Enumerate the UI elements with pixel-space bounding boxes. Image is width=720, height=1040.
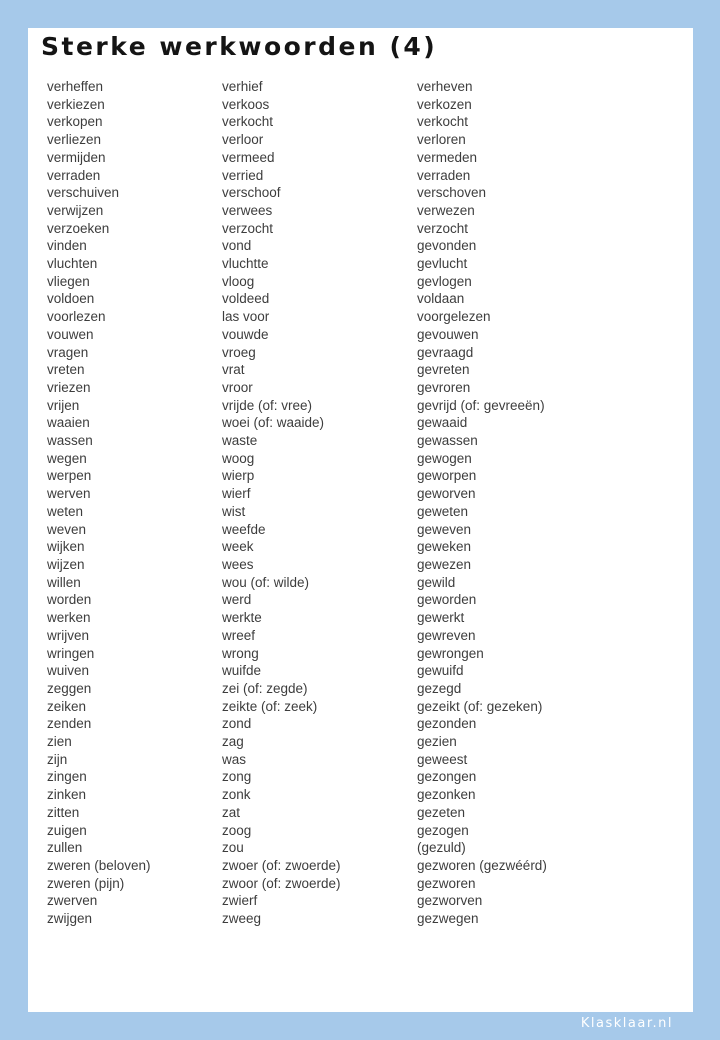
table-row [47,397,687,415]
verb-past-tense: verwees [222,202,273,218]
verb-past-participle: geworden [417,592,477,608]
verb-past-tense: zou [222,840,244,856]
verb-past-tense: wierp [222,468,255,484]
verb-infinitive: zweren (pijn) [47,875,125,891]
verb-past-tense: zong [222,769,252,785]
verb-infinitive: zitten [47,804,80,820]
verb-past-tense: verkoos [222,96,270,112]
verb-infinitive: verliezen [47,132,102,148]
verb-infinitive: voldoen [47,291,95,307]
verb-infinitive: wegen [47,450,87,466]
verb-infinitive: zwijgen [47,911,93,927]
table-row [47,255,687,273]
table-row [47,857,687,875]
verb-infinitive: verkiezen [47,96,105,112]
verb-past-participle: gezwegen [417,911,479,927]
verb-past-tense: verhief [222,79,263,94]
verb-past-tense: zwoer (of: zwoerde) [222,857,341,873]
verb-past-participle: voorgelezen [417,309,491,325]
table-row [47,680,687,698]
verb-past-tense: vloog [222,273,255,289]
verb-infinitive: vluchten [47,256,98,272]
verb-past-tense: wou (of: wilde) [222,574,310,590]
verb-past-tense: verzocht [222,220,274,236]
verb-infinitive: zijn [47,751,68,767]
verb-infinitive: zweren (beloven) [47,857,151,873]
verb-infinitive: willen [47,574,81,590]
verb-past-participle: gezworen [417,875,476,891]
table-row [47,822,687,840]
table-row [47,467,687,485]
table-row [47,786,687,804]
verb-past-participle: gevrijd (of: gevreeën) [417,397,545,413]
table-row [47,290,687,308]
verb-infinitive: wijzen [47,556,85,572]
table-row [47,609,687,627]
verb-past-participle: gezogen [417,822,469,838]
verb-infinitive: verzoeken [47,220,110,236]
verb-past-participle: gezworven [417,893,483,909]
verb-infinitive: verheffen [47,79,104,94]
verb-past-participle: verkozen [417,96,472,112]
table-row [47,149,687,167]
verb-past-participle: gewuifd [417,663,464,679]
verb-past-tense: werkte [222,610,262,626]
table-row [47,344,687,362]
verb-past-tense: zwierf [222,893,258,909]
table-row [47,627,687,645]
verb-past-participle: gewassen [417,433,478,449]
verb-infinitive: wringen [47,645,95,661]
verb-past-participle: verheven [417,79,473,94]
table-row [47,892,687,910]
verb-infinitive: worden [47,592,92,608]
verb-past-tense: weefde [222,521,266,537]
verb-past-participle: gewerkt [417,610,465,626]
verb-infinitive: vrijen [47,397,80,413]
table-row [47,184,687,202]
verb-past-tense: zwoor (of: zwoerde) [222,875,341,891]
table-row [47,220,687,238]
page-title: Sterke werkwoorden (4) [41,32,438,61]
table-row [47,556,687,574]
table-row [47,503,687,521]
verb-past-tense: zonk [222,787,251,803]
verb-past-tense: verried [222,167,264,183]
verb-past-participle: verwezen [417,202,475,218]
verb-infinitive: vermijden [47,149,106,165]
verb-past-tense: vroor [222,379,253,395]
verb-past-participle: gewezen [417,556,472,572]
verb-past-tense: zag [222,734,244,750]
verb-infinitive: vragen [47,344,89,360]
verb-infinitive: waaien [47,415,90,431]
verb-infinitive: werpen [47,468,92,484]
verb-past-tense: zat [222,804,241,820]
verb-past-participle: gezeikt (of: gezeken) [417,698,543,714]
table-row [47,78,687,96]
verb-past-participle: verzocht [417,220,469,236]
verb-infinitive: wijken [47,539,85,555]
verb-past-participle: geweven [417,521,472,537]
verb-past-tense: woei (of: waaide) [222,415,325,431]
table-row [47,131,687,149]
verb-past-participle: (gezuld) [417,840,466,856]
table-row [47,308,687,326]
table-row [47,237,687,255]
verb-past-tense: zond [222,716,252,732]
verb-past-tense: zoog [222,822,252,838]
verb-past-tense: wierf [222,486,251,502]
verb-infinitive: vliegen [47,273,90,289]
verb-past-tense: wreef [222,627,256,643]
verb-past-participle: gezworen (gezwéérd) [417,857,547,873]
table-row [47,751,687,769]
table-row [47,432,687,450]
table-row [47,273,687,291]
table-row [47,645,687,663]
verb-infinitive: wrijven [47,627,90,643]
table-row [47,574,687,592]
verb-past-tense: vrijde (of: vree) [222,397,313,413]
table-row [47,96,687,114]
table-row [47,715,687,733]
verb-infinitive: zullen [47,840,83,856]
verb-infinitive: verraden [47,167,101,183]
verb-past-tense: wrong [222,645,259,661]
table-row [47,591,687,609]
verb-infinitive: zenden [47,716,92,732]
verb-past-participle: gevonden [417,238,477,254]
verb-infinitive: zeggen [47,680,92,696]
verb-past-participle: gewrongen [417,645,484,661]
verb-past-participle: gevouwen [417,326,479,342]
verb-past-participle: geweten [417,503,469,519]
table-row [47,768,687,786]
verb-infinitive: vouwen [47,326,94,342]
verb-table [47,78,687,928]
verb-past-participle: gezonken [417,787,476,803]
verb-past-participle: geweest [417,751,468,767]
verb-past-participle: gewreven [417,627,476,643]
verb-past-tense: vluchtte [222,256,269,272]
table-row [47,538,687,556]
verb-past-tense: zeikte (of: zeek) [222,698,318,714]
verb-past-tense: verkocht [222,114,274,130]
verb-past-tense: woog [222,450,255,466]
verb-infinitive: werven [47,486,91,502]
table-row [47,875,687,893]
verb-infinitive: werken [47,610,91,626]
table-row [47,662,687,680]
verb-past-tense: vermeed [222,149,275,165]
verb-past-tense: vouwde [222,326,269,342]
verb-past-participle: gezeten [417,804,466,820]
verb-past-participle: verschoven [417,185,487,201]
verb-past-tense: vrat [222,362,245,378]
table-row [47,450,687,468]
verb-infinitive: verkopen [47,114,103,130]
verb-past-participle: verkocht [417,114,469,130]
verb-past-participle: gewaaid [417,415,468,431]
verb-infinitive: zinken [47,787,87,803]
watermark: Klasklaar.nl [580,1016,673,1031]
verb-past-tense: zweeg [222,911,262,927]
table-row [47,379,687,397]
verb-infinitive: vreten [47,362,85,378]
table-row [47,485,687,503]
verb-infinitive: vinden [47,238,87,254]
table-row [47,804,687,822]
verb-past-tense: was [222,751,247,767]
verb-past-tense: wist [222,503,246,519]
table-row [47,910,687,928]
verb-infinitive: zeiken [47,698,87,714]
table-row [47,414,687,432]
verb-infinitive: vriezen [47,379,91,395]
verb-past-participle: geweken [417,539,472,555]
verb-past-tense: vond [222,238,252,254]
verb-infinitive: verwijzen [47,202,104,218]
verb-past-participle: voldaan [417,291,465,307]
verb-past-participle: verloren [417,132,466,148]
table-row [47,167,687,185]
table-row [47,521,687,539]
verb-past-tense: vroeg [222,344,256,360]
verb-infinitive: voorlezen [47,309,106,325]
table-row [47,113,687,131]
worksheet-card [28,28,693,1012]
verb-infinitive: weten [47,503,84,519]
verb-past-participle: vermeden [417,149,478,165]
table-row [47,202,687,220]
verb-past-tense: verloor [222,132,264,148]
verb-infinitive: zuigen [47,822,87,838]
verb-infinitive: zingen [47,769,87,785]
verb-past-participle: gevlogen [417,273,472,289]
verb-past-participle: gezonden [417,716,477,732]
verb-past-tense: voldeed [222,291,270,307]
verb-infinitive: zwerven [47,893,98,909]
verb-infinitive: weven [47,521,87,537]
verb-past-participle: gevroren [417,379,471,395]
verb-past-tense: wees [222,556,254,572]
verb-past-participle: gevlucht [417,256,468,272]
table-row [47,839,687,857]
verb-past-participle: geworpen [417,468,477,484]
verb-past-participle: gewogen [417,450,472,466]
verb-past-participle: gewild [417,574,456,590]
table-row [47,733,687,751]
verb-infinitive: zien [47,734,72,750]
verb-past-participle: gevreten [417,362,470,378]
verb-past-participle: geworven [417,486,476,502]
verb-past-tense: week [222,539,254,555]
verb-past-tense: wuifde [222,663,262,679]
verb-past-participle: gevraagd [417,344,474,360]
table-row [47,326,687,344]
verb-past-tense: verschoof [222,185,281,201]
verb-past-tense: waste [222,433,258,449]
verb-past-participle: gezien [417,734,457,750]
verb-infinitive: wuiven [47,663,90,679]
verb-past-tense: las voor [222,309,270,325]
verb-past-participle: verraden [417,167,471,183]
verb-infinitive: wassen [47,433,93,449]
verb-past-participle: gezegd [417,680,462,696]
verb-infinitive: verschuiven [47,185,120,201]
table-row [47,698,687,716]
verb-past-participle: gezongen [417,769,477,785]
verb-past-tense: werd [222,592,252,608]
table-row [47,361,687,379]
verb-past-tense: zei (of: zegde) [222,680,308,696]
